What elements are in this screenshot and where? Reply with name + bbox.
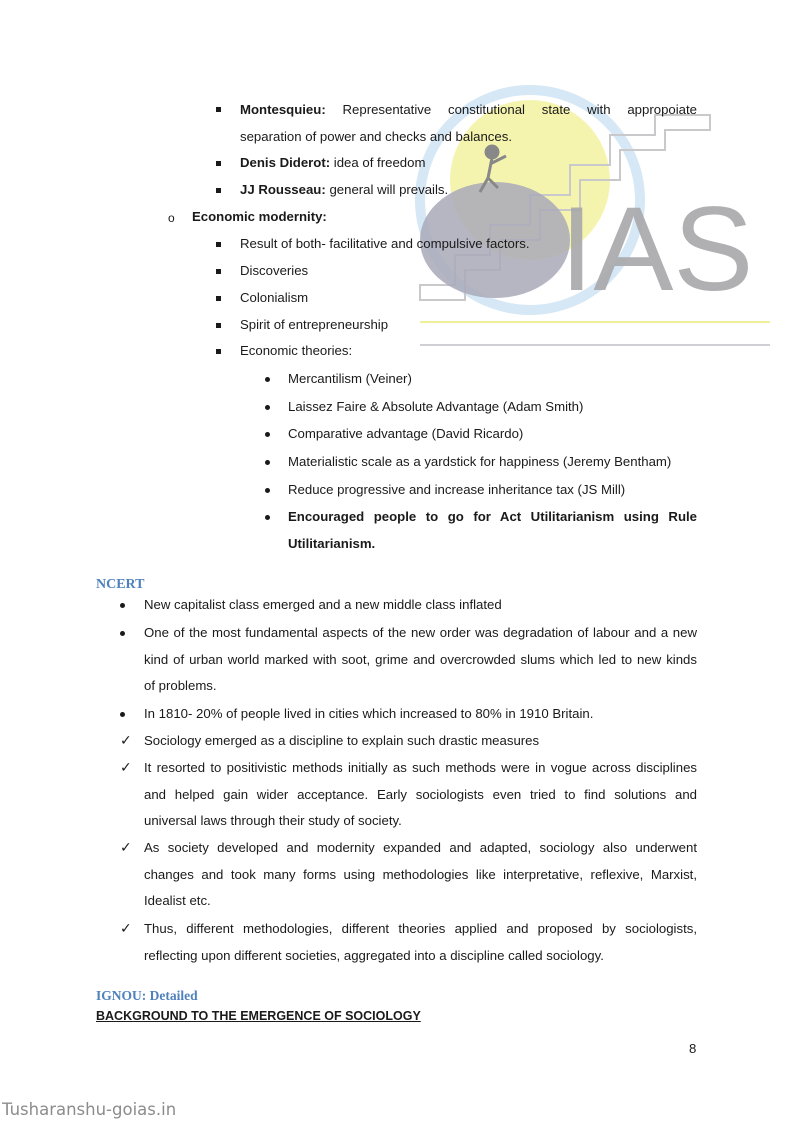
economic-item: Discoveries [240,263,309,278]
theory-item: Mercantilism (Veiner) [288,371,412,386]
ignou-subheading: BACKGROUND TO THE EMERGENCE OF SOCIOLOGY [96,1009,421,1023]
economic-item: Colonialism [240,290,309,305]
bullet-square [216,296,221,301]
ncert-check-text: changes and took many forms using methodologies like interpretative, reflexive, Marxist, [144,867,697,882]
ignou-heading: IGNOU: Detailed [96,988,198,1003]
bullet-square [216,107,221,112]
bullet-dot [265,405,270,410]
theory-bold-line2: Utilitarianism. [288,536,376,551]
theory-item: Comparative advantage (David Ricardo) [288,426,524,441]
theory-item: Reduce progressive and increase inheritance tax (JS Mill) [288,482,626,497]
ncert-dot-text: kind of urban world marked with soot, grime and overcrowded slums which led to new kinds [144,652,697,667]
economic-item: Economic theories: [240,343,353,358]
bullet-dot [120,603,125,608]
bullet-square [216,269,221,274]
checkmark-icon: ✓ [120,732,132,748]
ncert-check-text: It resorted to positivistic methods initially as such methods were in vogue across disciplines [144,760,697,775]
theory-item: Materialistic scale as a yardstick for happiness (Jeremy Bentham) [288,454,672,469]
bullet-dot [265,460,270,465]
montesquieu-line2: separation of power and checks and balances. [240,129,512,144]
ncert-check-text: reflecting upon different societies, aggregated into a discipline called sociology. [144,948,604,963]
ncert-check-text: As society developed and modernity expanded and adapted, sociology also underwent [144,840,697,855]
bullet-dot [265,377,270,382]
bullet-square [216,188,221,193]
checkmark-icon: ✓ [120,839,132,855]
theory-bold-line1: Encouraged people to go for Act Utilitarianism using Rule [288,509,697,524]
ncert-check-text: and helped gain wider acceptance. Early sociologists even tried to find solutions and [144,787,697,802]
ncert-dot-text: of problems. [144,678,217,693]
economic-title: Economic modernity: [192,209,327,224]
bullet-square [216,323,221,328]
ncert-dot-text: In 1810- 20% of people lived in cities which increased to 80% in 1910 Britain. [144,706,594,721]
ncert-check-text: Sociology emerged as a discipline to explain such drastic measures [144,733,540,748]
page-number: 8 [689,1041,697,1056]
diderot-line: Denis Diderot: idea of freedom [240,155,426,170]
logo-ias-text: IAS [560,182,754,316]
ncert-dot-text: One of the most fundamental aspects of the new order was degradation of labour and a new [144,625,697,640]
checkmark-icon: ✓ [120,759,132,775]
bullet-square [216,242,221,247]
ncert-dot-text: New capitalist class emerged and a new middle class inflated [144,597,502,612]
rousseau-line: JJ Rousseau: general will prevails. [240,182,449,197]
economic-item: Spirit of entrepreneurship [240,317,389,332]
bullet-dot [120,631,125,636]
bullet-dot [120,712,125,717]
site-watermark: Tusharanshu-goias.in [2,1100,177,1119]
bullet-square [216,349,221,354]
theory-item: Laissez Faire & Absolute Advantage (Adam Smith) [288,399,584,414]
bullet-dot [265,488,270,493]
ncert-heading: NCERT [96,577,145,592]
economic-item: Result of both- facilitative and compulsive factors. [240,236,530,251]
checkmark-icon: ✓ [120,920,132,936]
bullet-square [216,161,221,166]
ncert-check-text: Thus, different methodologies, different theories applied and proposed by sociologists, [144,921,697,936]
bullet-circle-o: o [168,211,175,225]
bullet-dot [265,432,270,437]
montesquieu-line1: Montesquieu: Representative constitutional state with appropoiate [240,102,697,117]
ncert-check-text: universal laws through their study of society. [144,813,402,828]
bullet-dot [265,515,270,520]
ncert-check-text: Idealist etc. [144,893,211,908]
